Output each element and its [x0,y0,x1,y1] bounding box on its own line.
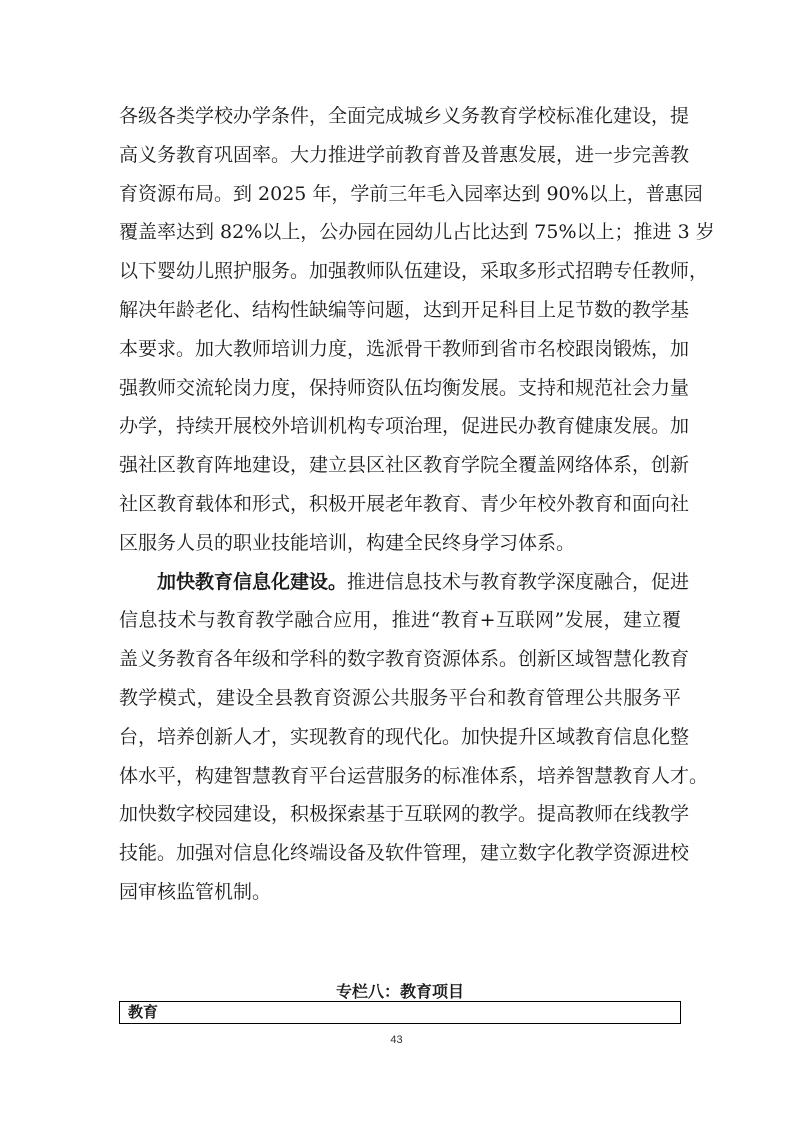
box-title: 专栏八：教育项目 [335,982,464,1001]
text-line: 办学，持续开展校外培训机构专项治理，促进民办教育健康发展。加 [119,415,690,438]
paragraph-basic-education [119,97,715,563]
text-line: 覆盖率达到 82%以上，公办园在园幼儿占比达到 75%以上；推进 3 岁 [119,221,715,244]
table-header-cell: 教育 [128,1003,159,1021]
text-line: 育资源布局。到 2025 年，学前三年毛入园率达到 90%以上，普惠园 [119,182,703,205]
text-line: 信息技术与教育教学融合应用，推进“教育+互联网”发展，建立覆 [119,609,681,632]
paragraph-first-line [119,563,690,602]
project-table [119,1001,681,1024]
text-line: 以下婴幼儿照护服务。加强教师队伍建设，采取多形式招聘专任教师， [119,260,709,283]
paragraph-lead-heading: 加快教育信息化建设。 [157,570,348,593]
text-line: 强社区教育阵地建设，建立县区社区教育学院全覆盖网络体系，创新 [119,454,690,477]
text-line: 解决年龄老化、结构性缺编等问题，达到开足科目上足节数的教学基 [119,298,690,321]
text-line: 各级各类学校办学条件，全面完成城乡义务教育学校标准化建设，提 [119,105,690,127]
paragraph-line-text: 推进信息技术与教育教学深度融合，促进 [347,570,690,593]
text-line: 社区教育载体和形式，积极开展老年教育、青少年校外教育和面向社 [119,492,690,515]
text-line: 区服务人员的职业技能培训，构建全民终身学习体系。 [119,531,576,554]
paragraph-education-informatization [119,563,709,912]
text-line: 体水平，构建智慧教育平台运营服务的标准体系，培养智慧教育人才。 [119,764,709,787]
text-line: 加快数字校园建设，积极探索基于互联网的教学。提高教师在线教学 [119,803,690,826]
text-line: 教学模式，建设全县教育资源公共服务平台和教育管理公共服务平 [119,686,681,709]
text-line: 高义务教育巩固率。大力推进学前教育普及普惠发展，进一步完善教 [119,143,690,166]
page-number: 43 [390,1034,403,1046]
text-line: 强教师交流轮岗力度，保持师资队伍均衡发展。支持和规范社会力量 [119,376,690,399]
text-line: 技能。加强对信息化终端设备及软件管理，建立数字化教学资源进校 [119,842,690,865]
text-line: 本要求。加大教师培训力度，选派骨干教师到省市名校跟岗锻炼，加 [119,337,690,360]
text-line: 园审核监管机制。 [119,880,272,903]
body-text [119,97,715,912]
text-line: 盖义务教育各年级和学科的数字教育资源体系。创新区域智慧化教育 [119,648,690,671]
text-line: 台，培养创新人才，实现教育的现代化。加快提升区域教育信息化整 [119,725,690,748]
